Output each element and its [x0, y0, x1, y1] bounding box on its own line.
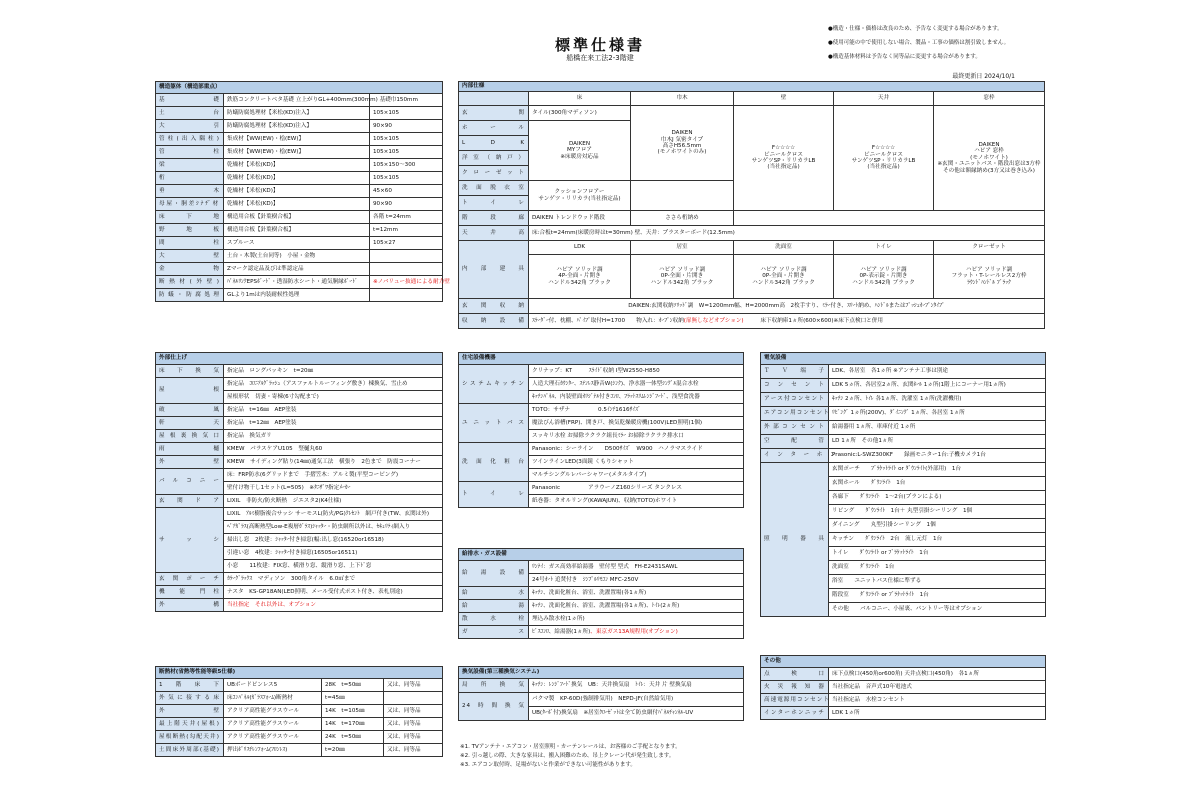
header-note: ●使用可能の中で使用しない場合、製品・工事の価格は割引致しません。 [828, 40, 1010, 46]
row-label: ガ ス [459, 626, 529, 639]
footnote: ※1. TVアンテナ・エアコン・居室照明・カーテンレールは、お客様のご手配となります。 [460, 744, 681, 750]
table-row [156, 692, 443, 705]
door-spec: ハピア ソリッド調 4P-全面・片開き ハンドル342角 ブラック [529, 255, 631, 299]
row-value: 45×60 [370, 185, 443, 198]
row-label: 局 所 換 気 [459, 679, 529, 693]
row-label: 洋室（納戸） [459, 151, 529, 166]
table-row [156, 224, 443, 237]
door-col: 居室 [631, 241, 734, 255]
row-value: 床下点検口(450角or600角) 天井点検口(450角) 各1ヵ所 [829, 668, 1046, 681]
table-row [156, 133, 443, 146]
row-value: 集成材【WW(EW)・桧(EW)】 [224, 133, 370, 146]
row-label: 母屋・胴差ｼﾅﾁﾞ材 [156, 198, 224, 211]
row-value: 引違い窓 4枚建：ｼｬｯﾀｰ付き掃窓(16505or16511) [224, 547, 443, 560]
row-value: リビング ﾀﾞｳﾝﾗｲﾄ 1台＋ 丸型引掛シーリング 1個 [829, 505, 1046, 519]
row-label: 軒 天 [156, 417, 224, 430]
table-row [459, 613, 744, 626]
row-value: ﾘﾝﾅｲ：ガス高効率給湯器 壁付型 型式 FH-E2431SAWL [529, 561, 744, 574]
row-label: 床 下 地 [156, 211, 224, 224]
row-value: ｷｯﾁﾝ、洗面化粧台、浴室、洗濯置場(各1ヵ所)、ﾄｲﾚ(2ヵ所) [529, 600, 744, 613]
col-header: 床 [529, 92, 631, 106]
door-spec: ハピア ソリッド調 0P-全面・片開き ハンドル342角 ブラック [631, 255, 734, 299]
table-row [156, 185, 443, 198]
row-value: ﾊﾟﾈﾙﾘﾝｸEPSﾎﾞｰﾄﾞ・透湿防水シート・通気胴縁ﾎﾞｰﾄﾞ [224, 276, 370, 289]
shoes-spec: DAIKEN:玄関収納ｿﾘｯﾄﾞ調 W=1200mm幅、H=2000mm高 2枚手すり、ﾐﾗｰ付き、ｽﾘｰﾄ納め、ﾊﾝﾄﾞﾙまたはﾌﾟｯｼｭｵｰﾌﾟﾝﾀｲﾌﾟ [529, 299, 1045, 314]
other-table [760, 655, 1046, 720]
row-value: 乾燥材【米松(KD)】 [224, 172, 370, 185]
row-value: ｷｯﾁﾝ、洗面化粧台、浴室、洗濯置場(各1ヵ所) [529, 587, 744, 600]
row-value: クリナップ：KT ｽﾗｲﾄﾞ収納 I型W2550-H850 [529, 365, 744, 378]
row-value: 105×27 [370, 237, 443, 250]
ceiling-height-spec: 床:合板t=24mm(床暖房時はt=30mm) 壁、天井：プラスターボード(12.5mm) [529, 226, 1045, 241]
footnote: ※3. エアコン取付時、足場がないと作業ができない可能性があります。 [460, 762, 636, 768]
row-value: UBボードピンレス5 [224, 679, 322, 692]
row-label: 洗面化粧台 [459, 443, 529, 482]
row-value: 埋込み散水栓(1ヵ所) [529, 613, 744, 626]
electrical-table [760, 352, 1046, 617]
row-value: ｶﾗｰｸﾞﾗｯｸｽ マディソン 300角タイル 6.0㎡まで [224, 573, 443, 586]
row-label: 最上階天井(屋根) [156, 718, 224, 731]
row-value: 90×90 [370, 120, 443, 133]
row-value: 魔法びん浴槽(FRP)、開き戸、換気乾燥暖房機(100V)LED照明(1個) [529, 417, 744, 430]
table-row [156, 94, 443, 107]
table-row [156, 120, 443, 133]
wall-spec: F☆☆☆☆ ビニールクロス サンゲツSP・リリカラLB (当社指定品) [734, 106, 834, 211]
table-row [156, 211, 443, 224]
row-value: 又は、同等品 [384, 718, 443, 731]
row-value: Prasonic:L-SWZ300KF 録画モニター1台:子機カメラ1台 [829, 449, 1046, 463]
row-value: 階段室 ﾀﾞｳﾝﾗｲﾄ or ﾌﾞﾗｹｯﾄﾗｲﾄ 1台 [829, 589, 1046, 603]
row-label: 玄 関 収 納 [459, 299, 529, 314]
table-row [156, 378, 443, 391]
row-label: 大 壁 [156, 250, 224, 263]
row-label: ト イ レ [459, 196, 529, 211]
door-spec: ハピア ソリッド調 0P-表示錠・片開き ハンドル342角 ブラック [834, 255, 934, 299]
row-label: 収 納 設 備 [459, 314, 529, 329]
row-label: クローゼット [459, 166, 529, 181]
section-title: 電気設備 [761, 353, 1046, 365]
table-row [459, 443, 744, 456]
table-row [459, 693, 744, 707]
table-row [156, 599, 443, 612]
table-row [156, 573, 443, 586]
row-value: アクリア高性能グラスウール [224, 731, 322, 744]
row-value: 乾燥材【米松(KD)】 [224, 198, 370, 211]
row-value: 105×150～300 [370, 159, 443, 172]
table-row [156, 679, 443, 692]
table-row [459, 365, 744, 378]
col-header: 壁 [734, 92, 834, 106]
row-label: 玄 関 [459, 106, 529, 121]
row-value: 105×105 [370, 133, 443, 146]
row-value: 給湯器用 1ヵ所、車庫付近 1ヵ所 [829, 421, 1046, 435]
table-row [761, 681, 1046, 694]
row-value: LDK 5ヵ所、各居室2ヵ所、玄関ﾎｰﾙ 1ヵ所(1階上にコーナー用1ヵ所) [829, 379, 1046, 393]
row-value: 防蟻防腐処理材【米松(KD)注入】 [224, 120, 370, 133]
row-label: 外 壁 [156, 456, 224, 469]
section-title: 外部仕上げ [156, 353, 443, 365]
row-value: ※ノバリュー抜通による耐力壁 [370, 276, 443, 289]
row-value: 洗面室 ﾀﾞｳﾝﾗｲﾄ 1台 [829, 561, 1046, 575]
table-row [761, 463, 1046, 477]
section-title: 構造躯体（構造部重点） [156, 82, 443, 94]
row-value: 指定品 t=12㎜ AEP塗装 [224, 417, 443, 430]
row-value: 掃出し窓 2枚建：ｼｬｯﾀｰ付き掃窓(幅:出し窓(16520or16518) [224, 534, 443, 547]
row-label: 断熱材(外壁) [156, 276, 224, 289]
table-row [761, 668, 1046, 681]
storage-text: ｽﾗｰﾀﾞｰ付、枕棚、ﾊﾟｲﾌﾟ取付H=1700 物入れ：ｵｰﾌﾟﾝ収納 [532, 317, 684, 324]
row-value: 玄関ポーチ ﾌﾞﾗｹｯﾄﾗｲﾄ or ﾀﾞｳﾝﾗｲﾄ(外部用) 1台 [829, 463, 1046, 477]
row-label: 洗面脱衣室 [459, 181, 529, 196]
row-value: ﾍﾟｱｶﾞﾗｽ(高断熱型Low-E複層ｶﾞﾗｽ)ｼｬｯﾀｰ・防虫網所以外は、ｾｷｭﾘﾃｨ網入り [224, 521, 443, 534]
row-label: 玄 関 ポ ー チ [156, 573, 224, 586]
row-label: 24 時 間 換 気 [459, 693, 529, 721]
row-value: 24号ｵｰﾄ 追焚付き ｼﾝﾌﾟﾙﾘﾓｺﾝ MFC-250V [529, 574, 744, 587]
row-value [370, 263, 443, 276]
row-value: KMEW サイディング貼り(14㎜)通気工法 横張り 2色まで 防震コーナー [224, 456, 443, 469]
row-value: 各廊下 ﾀﾞｳﾝﾗｲﾄ 1～2台(プランによる) [829, 491, 1046, 505]
window-spec: DAIKEN ハピア 窓枠 (モノホワイト) ※玄関・ユニットバス・階段出窓は3方枠 その他は額縁納め(3方又は巻き込み) [934, 106, 1045, 211]
row-value: 14K t=105㎜ [322, 705, 384, 718]
row-value: 指定品 ロングパッキン t=20㎜ [224, 365, 443, 378]
table-row [156, 159, 443, 172]
table-row [761, 393, 1046, 407]
row-value: ｷｯﾁﾝ：ﾚﾝｼﾞﾌｰﾄﾞ換気 UB：天井換気扇 ﾄｲﾚ：天井 片 壁換気扇 [529, 679, 744, 693]
row-label: インターホンニッチ [761, 707, 829, 720]
row-label: 給 湯 [459, 600, 529, 613]
row-label: 給 湯 設 備 [459, 561, 529, 587]
row-value: 玄関ホール ﾀﾞｳﾝﾗｲﾄ 1台 [829, 477, 1046, 491]
row-value: アクリア高性能グラスウール [224, 718, 322, 731]
row-value: LIXIL ｱﾙﾐ樹脂複合サッシ サーモスL(防火/PG)ｸﾚｾﾝﾄ 網戸付き(TW、玄関は外) [224, 508, 443, 521]
row-value: 28K t=50㎜ [322, 679, 384, 692]
row-value: t=45㎜ [322, 692, 384, 705]
row-value: 105×105 [370, 146, 443, 159]
row-value: 押出ﾎﾟﾘｽﾁﾚﾝﾌｫｰﾑ(ﾌﾛﾝﾚｽ) [224, 744, 322, 757]
door-col: トイレ [834, 241, 934, 255]
table-row [156, 263, 443, 276]
row-value: ツインラインLED(3面鏡 くもりシャット [529, 456, 744, 469]
storage-option-note: (扉無しなどオプション) [683, 317, 744, 324]
row-label: 内 部 建 具 [459, 241, 529, 299]
row-value [384, 692, 443, 705]
table-row [156, 404, 443, 417]
row-label: 空 配 管 [761, 435, 829, 449]
row-label: コ ン セ ン ト [761, 379, 829, 393]
row-value: 防蟻防腐処理材【米松(KD)注入】 [224, 107, 370, 120]
row-value: 壁付け物干し1セット(L=505) ※ﾀﾆｻﾞﾜ指定ﾒｰｶｰ [224, 482, 443, 495]
row-value: 指定品 ｺﾛﾆｱﾙｸﾞﾗｯｼｭ（アスファルトルーフィング敷き）棟換気、雪止め [224, 378, 443, 391]
table-row [156, 586, 443, 599]
header-note: ●構造・仕様・価格は改良のため、予告なく変更する場合があります。 [828, 26, 1003, 32]
table-row [156, 430, 443, 443]
row-label: サ ッ シ [156, 508, 224, 573]
insulation-table [155, 666, 443, 757]
row-label: 1 階 床 下 [156, 679, 224, 692]
row-value: 又は、同等品 [384, 679, 443, 692]
row-value: LIXIL 非防火/防火断熱 ジエスタ2(K4仕様) [224, 495, 443, 508]
col-header: 窓枠 [934, 92, 1045, 106]
row-value: t=12mm [370, 224, 443, 237]
row-label: ホ ー ル [459, 121, 529, 136]
row-label: L D K [459, 136, 529, 151]
row-value: ナスタ KS-GP18AN(LED照明、メール受付式ポスト付き、表札別途) [224, 586, 443, 599]
row-value [370, 289, 443, 302]
exterior-finish-table [155, 352, 443, 612]
row-value: 各階 t=24mm [370, 211, 443, 224]
table-row [156, 250, 443, 263]
table-row [156, 744, 443, 757]
section-title: 給排水・ガス設備 [459, 549, 744, 561]
table-row [761, 407, 1046, 421]
row-label: 防蟻・防腐処理 [156, 289, 224, 302]
row-value: ﾘﾋﾞﾝｸﾞ 1ヵ所(200V)、ﾀﾞｲﾆﾝｸﾞ 1ヵ所、各居室 1ヵ所 [829, 407, 1046, 421]
section-title: 断熱材(省熱等性能等級5仕様) [156, 667, 443, 679]
row-label: 垂 木 [156, 185, 224, 198]
row-label: 火 災 報 知 器 [761, 681, 829, 694]
door-spec: ハピア ソリッド調 0P-全面・片開き ハンドル342角 ブラック [734, 255, 834, 299]
row-label: 雨 樋 [156, 443, 224, 456]
row-value: 乾燥材【米松(KD)】 [224, 159, 370, 172]
row-value: 24K t=50㎜ [322, 731, 384, 744]
row-value: Panasonic：シーライン D500ｻｲｽﾞ W900 ハノラマスライド [529, 443, 744, 456]
row-label: ユニットバス [459, 404, 529, 443]
table-row [761, 379, 1046, 393]
plumbing-gas-table [458, 548, 744, 639]
row-value: アクリア高性能グラスウール [224, 705, 322, 718]
row-value: 小窓 11枚建：FIX窓、横滑り窓、縦滑り窓、上下ﾄﾞ窓 [224, 560, 443, 573]
table-row [156, 731, 443, 744]
row-value: ｷｯﾁﾝ 2ヵ所、ﾄｲﾚ 各1ヵ所、洗濯室 1ヵ所(洗濯機用) [829, 393, 1046, 407]
row-value: 紙巻器：タオルリング(KAWAJUN)、収納(TOTO)ホワイト [529, 495, 744, 508]
ventilation-table [458, 666, 744, 721]
row-label: 外部コンセント [761, 421, 829, 435]
col-header: 天井 [834, 92, 934, 106]
row-value-text: ﾋﾞｽｺﾝﾛ、給湯器(1ヵ所) [532, 628, 591, 635]
table-row [156, 495, 443, 508]
row-label: 高速電源用コンセント [761, 694, 829, 707]
row-value: KMEW パラスケアU105 竪樋丸60 [224, 443, 443, 456]
row-value: 又は、同等品 [384, 705, 443, 718]
footnote: ※2. 引っ越しの際、大きな家具は、搬入困難のため、吊上クレーン代が発生致します。 [460, 753, 675, 759]
row-value: 鉄筋コンクリートベタ基礎 立上がりGL+400mm(300mm) 基礎巾150mm [224, 94, 370, 107]
row-label: システムキッチン [459, 365, 529, 404]
table-row [156, 172, 443, 185]
row-label: 床 下 換 気 [156, 365, 224, 378]
table-row [156, 705, 443, 718]
row-value: 人造大理石ｶｳﾝﾀｰ、ｽﾃﾝﾚｽ静音W(ｼﾝｸ)、浄水器一体型ｼﾝｸﾞﾙ混合水栓 [529, 378, 744, 391]
row-value: 屋根形状 切妻・寄棟(6寸勾配まで) [224, 391, 443, 404]
table-row [459, 600, 744, 613]
row-value: 指定品 換気ガリ [224, 430, 443, 443]
row-value: 構造用合板【針葉樹合板】 [224, 224, 370, 237]
row-label: 管 柱 [156, 146, 224, 159]
door-col: 洗面室 [734, 241, 834, 255]
header-note: ●構造基体材料は予告なく同等品に変更する場合があります。 [828, 54, 981, 60]
row-value: 105×105 [370, 107, 443, 120]
row-label: 照 明 器 具 [761, 463, 829, 617]
door-spec: ハピア ソリッド調 フラット・T-レールレス2方枠 ﾗｳﾝﾄﾞﾊﾝﾄﾞﾙ ﾌﾞﾗｯｸ [934, 255, 1045, 299]
table-row [459, 679, 744, 693]
door-col: クローゼット [934, 241, 1045, 255]
ceiling-spec: F☆☆☆☆ ビニールクロス サンゲツSP・リリカラLB (当社指定品) [834, 106, 934, 211]
col-header: 巾木 [631, 92, 734, 106]
floor-entrance: タイル(300角マディソン) [529, 106, 631, 121]
table-row [761, 365, 1046, 379]
page-subtitle: 船橋在来工法2-3階建 [566, 54, 634, 62]
row-value: キッチン ﾀﾞｳﾝﾗｲﾄ 2台 流し元灯 1台 [829, 533, 1046, 547]
row-label: 階 段 廊 [459, 211, 529, 226]
row-value: TOTO：サザナ 0.5ｲﾝﾁ1616ｻｲｽﾞ [529, 404, 744, 417]
row-value: スプルース [224, 237, 370, 250]
row-value: 又は、同等品 [384, 731, 443, 744]
row-value: 指定品 t=16㎜ AEP塗装 [224, 404, 443, 417]
table-row [156, 146, 443, 159]
floor-cushion: クッションフロアー サンゲツ・リリカラ(当社指定品) [529, 181, 631, 211]
table-row [761, 694, 1046, 707]
row-label: トイレ [459, 482, 529, 508]
row-label: 屋 根 [156, 378, 224, 404]
table-row [761, 449, 1046, 463]
row-value: 構造用合板【針葉樹合板】 [224, 211, 370, 224]
row-label: 野 地 板 [156, 224, 224, 237]
housing-equipment-table [458, 352, 744, 508]
row-value: 浴室 ユニットバス仕様に準ずる [829, 575, 1046, 589]
row-label: バルコニー [156, 469, 224, 495]
row-label: 外気に接する床 [156, 692, 224, 705]
habaki-stairs: ささら桁納め [631, 211, 734, 226]
table-row [459, 561, 744, 574]
row-value: 90×90 [370, 198, 443, 211]
page-title: 標準仕様書 [554, 36, 645, 54]
row-label: 土間床外周部(基礎) [156, 744, 224, 757]
row-label: 散 水 栓 [459, 613, 529, 626]
row-label: 点 検 口 [761, 668, 829, 681]
row-value: 床：FRP防水(6グリッドまで 手摺笠木：アルミ製(平型コーピング) [224, 469, 443, 482]
row-value: GLより1mは内装耐候性処理 [224, 289, 370, 302]
row-label: Ｔ Ｖ 端 子 [761, 365, 829, 379]
row-label: イ ン タ ー ホ ン [761, 449, 829, 463]
row-label: 屋根裏換気口 [156, 430, 224, 443]
row-value: Panasonic アラウーノZ160シリーズ タンクレス [529, 482, 744, 495]
row-value [370, 250, 443, 263]
row-label: 外 壁 [156, 705, 224, 718]
table-row [156, 237, 443, 250]
row-value: スッキリ水栓 お掃除ラクラク組長ﾐﾗｰ お掃除ラクラク排水口 [529, 430, 744, 443]
row-label: 梁 [156, 159, 224, 172]
row-value: トイレ ﾀﾞｳﾝﾗｲﾄ or ﾌﾞﾗｹｯﾄﾗｲﾄ 1台 [829, 547, 1046, 561]
table-row [761, 707, 1046, 720]
table-row [156, 107, 443, 120]
row-label: 屋根断熱(勾配天井) [156, 731, 224, 744]
row-value: 当社指定 それ以外は、オプション [224, 599, 443, 612]
row-value: 乾燥材【米松(KD)】 [224, 185, 370, 198]
row-label: 間 柱 [156, 237, 224, 250]
table-row [156, 276, 443, 289]
row-value: ｷｯﾁﾝﾊﾟﾈﾙ、内装壁面ｵﾘｼﾞﾅﾙ付きｺﾝﾛ、ﾌﾗｯﾄｽﾘﾑﾚﾝｼﾞﾌｰﾄﾞ、浅型食洗器 [529, 391, 744, 404]
row-label: 玄 関 ド ア [156, 495, 224, 508]
row-value: LD 1ヵ所 その他1ヵ所 [829, 435, 1046, 449]
row-value: ダイニング 丸型引掛シーリング 1個 [829, 519, 1046, 533]
storage-underfloor: 床下収納庫1ヵ所(600×600)※床下点検口と併用 [760, 317, 883, 324]
row-value: UB(ﾀｰﾎﾞ付)換気扇 ※居室ｸﾛｰｾﾞｯﾄは全て防虫網付ﾊﾟﾈﾙﾁｬﾝﾈﾙ-UV [529, 707, 744, 721]
row-value: マルチシングルレバーシャワー(メタルタイプ) [529, 469, 744, 482]
table-row [156, 469, 443, 482]
table-row [156, 443, 443, 456]
row-label: 基 礎 [156, 94, 224, 107]
row-value [529, 626, 744, 639]
row-label: 管柱(出入隅柱) [156, 133, 224, 146]
table-row [156, 718, 443, 731]
section-title: 換気設備(第三種換気システム) [459, 667, 744, 679]
row-value: パクマ製 KP-60D(強制排気用) NEPD-JF(自然給気用) [529, 693, 744, 707]
row-label: アース付コンセント [761, 393, 829, 407]
table-row [761, 421, 1046, 435]
row-value: 14K t=170㎜ [322, 718, 384, 731]
row-label: エアコン用コンセント [761, 407, 829, 421]
table-row [156, 456, 443, 469]
last-updated-date: 最終更新日 2024/10/1 [952, 73, 1015, 80]
row-value: t=20㎜ [322, 744, 384, 757]
table-row [156, 289, 443, 302]
row-value: 当社指定品 水栓コンセント [829, 694, 1046, 707]
table-row [459, 626, 744, 639]
door-col: LDK [529, 241, 631, 255]
row-value: LDK、各居室 各1ヵ所 ※アンテナ工事は別途 [829, 365, 1046, 379]
row-label: 機 能 門 柱 [156, 586, 224, 599]
section-title: 内部仕様 [459, 82, 1045, 92]
row-value: 土台・木製(土台同等) 小屋・金物 [224, 250, 370, 263]
row-value: 当社指定品 音声式10年電池式 [829, 681, 1046, 694]
section-title: その他 [761, 656, 1046, 668]
floor-myfloor: DAIKEN MYフロア ※床暖房対応品 [529, 121, 631, 181]
row-value: 集成材【WW(EW)・桧(EW)】 [224, 146, 370, 159]
row-value: 床ｺﾝﾊﾟﾈﾙ(ｶﾞﾗｽﾌｫｰﾑ)断熱材 [224, 692, 322, 705]
table-row [156, 508, 443, 521]
row-label: 外 構 [156, 599, 224, 612]
table-row [761, 435, 1046, 449]
row-value: 105×105 [370, 172, 443, 185]
table-row [156, 365, 443, 378]
row-label: 給 水 [459, 587, 529, 600]
row-value: 又は、同等品 [384, 744, 443, 757]
row-label: 大 引 [156, 120, 224, 133]
table-row [459, 482, 744, 495]
table-row [156, 198, 443, 211]
row-value: LDK 1ヵ所 [829, 707, 1046, 720]
table-row [459, 587, 744, 600]
section-title: 住宅設備機器 [459, 353, 744, 365]
row-label: 土 台 [156, 107, 224, 120]
row-label: 桁 [156, 172, 224, 185]
row-label: 破 風 [156, 404, 224, 417]
storage-spec [529, 314, 1045, 329]
row-label: 天 井 高 [459, 226, 529, 241]
row-value: その他 バルコニー、小屋裏、パントリー等はオプション [829, 603, 1046, 617]
structure-table [155, 81, 450, 302]
floor-stairs: DAIKEN トレンドウッド階段 [529, 211, 631, 226]
habaki-spec: DAIKEN 巾木J 気密タイプ 高さH56.5mm (モノホワイトのみ) [631, 106, 734, 181]
option-note: 、東京ガス13A規程用(オプション) [590, 628, 678, 635]
table-row [459, 404, 744, 417]
interior-spec-table [458, 81, 1045, 329]
row-value: Zマーク認定品及びは準認定品 [224, 263, 370, 276]
row-label: 金 物 [156, 263, 224, 276]
table-row [156, 417, 443, 430]
